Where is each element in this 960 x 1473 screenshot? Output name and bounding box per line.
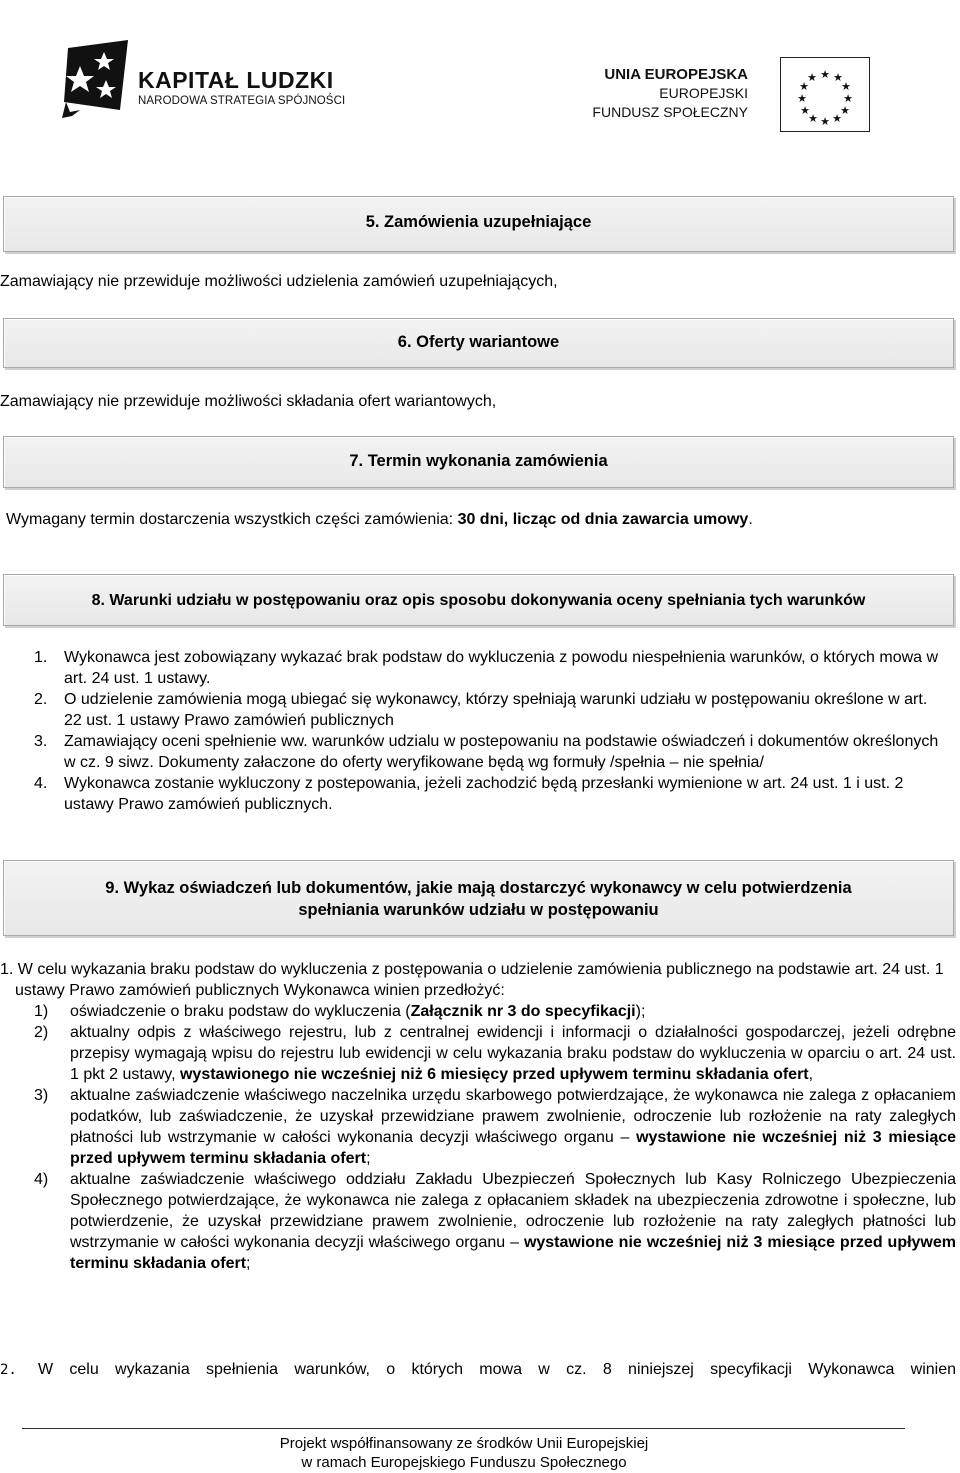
list-item-text: Zamawiający oceni spełnienie ww. warunków udzialu w postepowaniu na podstawie oświadczeń i dokumentów określonych w cz. 9 siwz. Dokumenty załaczone do oferty weryfikowane będą wg formuły /spełnia – nie spełnia/ — [64, 733, 939, 771]
section-7-body — [6, 511, 753, 529]
list-item-number: 1. — [34, 649, 48, 666]
eu-line-2: EUROPEJSKI — [659, 85, 748, 101]
eu-logo — [592, 57, 876, 135]
section-5-title: 5. Zamówienia uzupełniające — [365, 213, 592, 231]
document-item-text: aktualne zaświadczenie właściwego oddziału Zakładu Ubezpieczeń Społecznych lub Kasy Rolniczego Ubezpieczenia Społecznego potwierdzające, że wykonawca nie zalega z opłacaniem składek na ubezpieczenia zdrowotne i społeczne, lub potwierdzenie, że uzyskał przewidziane prawem zwolnienie, odroczenie lub rozłożenie na raty zaległych płatności lub wstrzymanie w całości wykonania decyzji właściwego organu – — [70, 1171, 956, 1251]
section-9-point-1-lead: 1. W celu wykazania braku podstaw do wykluczenia z postępowania o udzielenie zamówienia publicznego na podstawie art. 24 ust. 1 ustawy Prawo zamówień publicznych Wykonawca winien przedłożyć: — [0, 961, 944, 999]
list-item-number: 2. — [34, 691, 48, 708]
document-item-3 — [0, 1085, 956, 1169]
section-8-header — [3, 574, 954, 626]
section-9-title-line-1: 9. Wykaz oświadczeń lub dokumentów, jakie mają dostarczyć wykonawcy w celu potwierdzenia — [105, 879, 852, 897]
section-9-point-2-number: 2. — [0, 1362, 17, 1378]
svg-text:★: ★ — [832, 112, 842, 125]
svg-text:★: ★ — [807, 71, 817, 84]
eu-line-1: UNIA EUROPEJSKA — [604, 66, 748, 83]
list-item — [34, 647, 939, 689]
eu-text-block — [592, 65, 748, 122]
document-item-4 — [0, 1169, 956, 1274]
footer-line-2: w ramach Europejskiego Funduszu Społecznego — [301, 1454, 627, 1471]
svg-text:★: ★ — [820, 68, 830, 81]
list-item-text: O udzielenie zamówienia mogą ubiegać się wykonawcy, którzy spełniają warunki udziału w postępowaniu określone w art. 22 ust. 1 ustawy Prawo zamówień publicznych — [64, 691, 928, 729]
list-item-text: Wykonawca jest zobowiązany wykazać brak podstaw do wykluczenia z powodu niespełnienia warunków, o których mowa w art. 24 ust. 1 ustawy. — [64, 649, 939, 687]
section-5-header — [3, 196, 954, 252]
kapital-ludzki-subtitle: NARODOWA STRATEGIA SPÓJNOŚCI — [138, 95, 346, 107]
document-item-text: aktualne zaświadczenie właściwego naczelnika urzędu skarbowego potwierdzające, że wykonawca nie zalega z opłacaniem podatków, lub zaświadczenie, że uzyskał przewidziane prawem zwolnienie, odroczenie lub rozłożenie na raty zaległych płatności lub wstrzymanie w całości wykonania decyzji właściwego organu – — [70, 1087, 956, 1146]
section-7-title: 7. Termin wykonania zamówienia — [349, 452, 608, 470]
eu-flag-icon — [780, 57, 870, 132]
kapital-ludzki-title: KAPITAŁ LUDZKI — [138, 67, 334, 93]
list-item — [34, 689, 939, 731]
list-item-number: 3. — [34, 733, 48, 750]
section-9-header — [3, 860, 954, 936]
svg-text:★: ★ — [840, 104, 850, 117]
document-item-1 — [0, 1001, 956, 1022]
kapital-ludzki-logo — [58, 40, 358, 120]
section-6-title: 6. Oferty wariantowe — [397, 333, 560, 351]
svg-text:★: ★ — [820, 115, 830, 128]
document-item-bold: wystawionego nie wcześniej niż 6 miesięcy przed upływem terminu składania ofert — [179, 1066, 809, 1083]
section-7-body-text: Wymagany termin dostarczenia wszystkich części zamówienia: — [6, 511, 458, 528]
svg-text:★: ★ — [808, 112, 818, 125]
document-item-text: oświadczenie o braku podstaw do wykluczenia ( — [70, 1003, 411, 1020]
footer-line-1: Projekt współfinansowany ze środków Unii Europejskiej — [279, 1435, 649, 1452]
document-item-bold: Załącznik nr 3 do specyfikacji — [410, 1003, 636, 1020]
svg-text:★: ★ — [841, 80, 851, 93]
document-item-2 — [0, 1022, 956, 1085]
svg-text:★: ★ — [833, 71, 843, 84]
list-item-number: 4. — [34, 775, 48, 792]
section-9-point-1 — [0, 959, 956, 1274]
section-9-title — [4, 877, 953, 921]
list-item — [34, 773, 939, 815]
document-item-end: ; — [366, 1150, 371, 1167]
svg-text:★: ★ — [800, 104, 810, 117]
list-item-text: Wykonawca zostanie wykluczony z postepowania, jeżeli zachodzić będą przesłanki wymienione w art. 24 ust. 1 i ust. 2 ustawy Prawo zamówień publicznych. — [64, 775, 904, 813]
svg-text:★: ★ — [797, 92, 807, 105]
svg-text:★: ★ — [843, 92, 853, 105]
document-item-number: 2) — [34, 1024, 49, 1041]
eu-line-3: FUNDUSZ SPOŁECZNY — [592, 104, 748, 120]
document-item-text: aktualny odpis z właściwego rejestru, lub z centralnej ewidencji i informacji o działalności gospodarczej, jeżeli odrębne przepisy wymagają wpisu do rejestru lub ewidencji w celu wykazania braku podstaw do wykluczenia w oparciu o art. 24 ust. 1 pkt 2 ustawy, — [70, 1024, 956, 1083]
list-item — [34, 731, 939, 773]
section-8-list — [34, 647, 939, 815]
document-item-end: ); — [635, 1003, 646, 1020]
document-item-bold: wystawione nie wcześniej niż 3 miesiące przed upływem terminu składania ofert — [70, 1129, 957, 1167]
section-9-title-line-2: spełniania warunków udziału w postępowaniu — [298, 901, 659, 919]
document-item-bold: wystawione nie wcześniej niż 3 miesiące przed upływem terminu składania ofert — [70, 1234, 957, 1272]
section-5-body: Zamawiający nie przewiduje możliwości udzielenia zamówień uzupełniających, — [0, 273, 558, 290]
section-6-body: Zamawiający nie przewiduje możliwości składania ofert wariantowych, — [0, 393, 497, 410]
footer-divider — [22, 1428, 905, 1429]
section-8-title: 8. Warunki udziału w postępowaniu oraz opis sposobu dokonywania oceny spełniania tych warunków — [91, 592, 866, 609]
kapital-ludzki-emblem-icon — [58, 40, 136, 120]
document-item-number: 1) — [34, 1003, 49, 1020]
section-9-point-2 — [0, 1361, 956, 1379]
section-6-header — [3, 318, 954, 368]
section-9-point-2-text: W celu wykazania spełnienia warunków, o których mowa w cz. 8 niniejszej specyfikacji Wykonawca winien — [38, 1361, 956, 1378]
document-item-number: 3) — [34, 1087, 49, 1104]
svg-text:★: ★ — [799, 80, 809, 93]
document-item-end: , — [808, 1066, 814, 1083]
document-item-end: ; — [246, 1255, 251, 1272]
section-7-body-end: . — [748, 511, 753, 528]
section-7-header — [3, 436, 954, 488]
section-7-deadline: 30 dni, licząc od dnia zawarcia umowy — [457, 511, 749, 528]
document-item-number: 4) — [34, 1171, 49, 1188]
